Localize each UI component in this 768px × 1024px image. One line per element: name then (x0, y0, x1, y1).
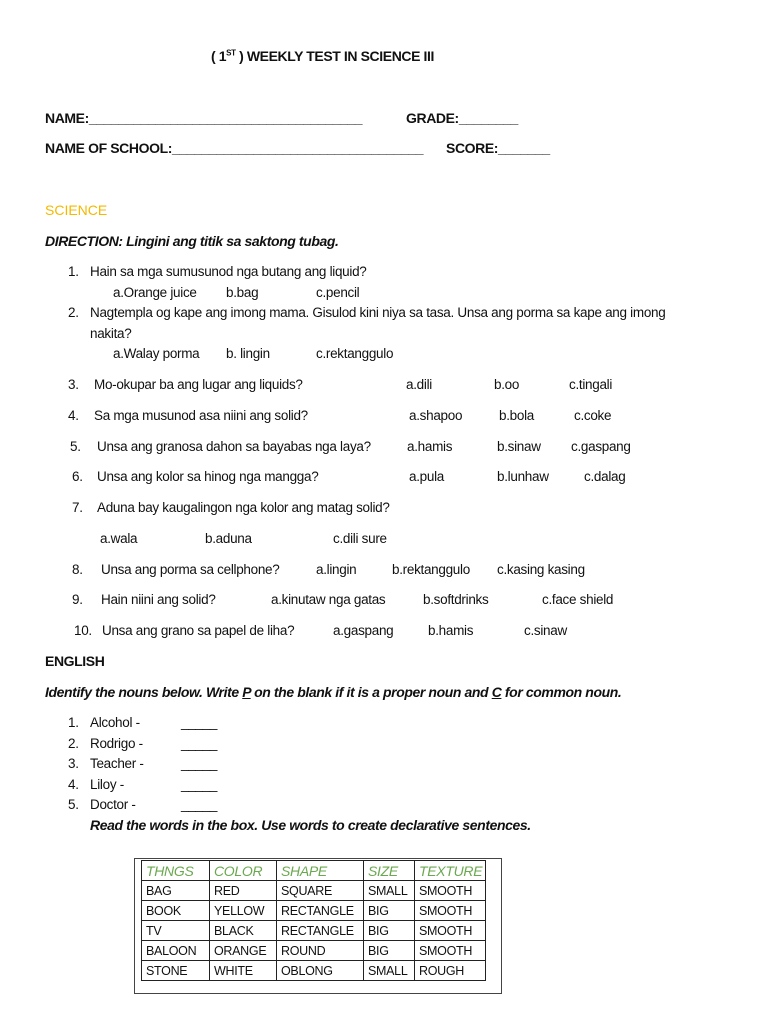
school-field: NAME OF SCHOOL:__________________________________ (45, 140, 424, 156)
table-header-cell: COLOR (210, 861, 277, 881)
table-cell: TV (142, 921, 210, 941)
noun-number: 4. (68, 777, 79, 792)
table-cell: BIG (364, 901, 415, 921)
table-header-cell: TEXTURE (415, 861, 486, 881)
grade-field: GRADE:________ (406, 110, 518, 126)
choice-c: c.coke (574, 408, 612, 423)
table-cell: BALOON (142, 941, 210, 961)
question-text: Aduna bay kaugalingon nga kolor ang matag solid? (97, 500, 390, 515)
noun-number: 2. (68, 736, 79, 751)
score-field: SCORE:_______ (446, 140, 550, 156)
question-number: 5. (70, 439, 81, 454)
choice-b: b.rektanggulo (392, 562, 470, 577)
table-header-cell: THNGS (142, 861, 210, 881)
choice-a: a.dili (406, 377, 432, 392)
choice-c: c.dili sure (333, 531, 387, 546)
table-cell: SMOOTH (415, 921, 486, 941)
table-row (142, 961, 486, 981)
noun-word: Liloy - (90, 777, 124, 792)
question-text: Unsa ang porma sa cellphone? (101, 562, 280, 577)
table-cell: SMOOTH (415, 941, 486, 961)
table-cell: BLACK (210, 921, 277, 941)
english-instruction: Identify the nouns below. Write P on the blank if it is a proper noun and C for common noun. (45, 684, 622, 700)
table-cell: ORANGE (210, 941, 277, 961)
choice-c: c.sinaw (524, 623, 567, 638)
box-instruction: Read the words in the box. Use words to create declarative sentences. (90, 817, 531, 833)
choice-c: c.gaspang (571, 439, 631, 454)
choice-c: c.tingali (569, 377, 613, 392)
question-number: 8. (72, 562, 83, 577)
table-cell: SMOOTH (415, 901, 486, 921)
choice-c: c.pencil (316, 285, 360, 300)
question-number: 10. (74, 623, 92, 638)
choice-b: b. lingin (226, 346, 270, 361)
question-text: Unsa ang granosa dahon sa bayabas nga laya? (97, 439, 371, 454)
table-cell: BOOK (142, 901, 210, 921)
noun-word: Teacher - (90, 756, 144, 771)
noun-word: Doctor - (90, 797, 136, 812)
choice-b: b.aduna (205, 531, 252, 546)
noun-word: Rodrigo - (90, 736, 143, 751)
table-cell: RECTANGLE (277, 921, 364, 941)
choice-b: b.hamis (428, 623, 474, 638)
table-cell: OBLONG (277, 961, 364, 981)
table-row (142, 901, 486, 921)
choice-c: c.face shield (542, 592, 614, 607)
science-direction: DIRECTION: Lingini ang titik sa saktong tubag. (45, 233, 339, 249)
question-text: Hain niini ang solid? (101, 592, 216, 607)
table-row (142, 921, 486, 941)
question-text-continued: nakita? (90, 326, 132, 341)
noun-blank: _____ (181, 777, 218, 792)
page-title: ( 1ST ) WEEKLY TEST IN SCIENCE III (211, 48, 435, 64)
choice-b: b.bag (226, 285, 259, 300)
table-cell: BAG (142, 881, 210, 901)
question-text: Nagtempla og kape ang imong mama. Gisulod kini niya sa tasa. Unsa ang porma sa kape ang imong (90, 305, 666, 320)
table-cell: BIG (364, 921, 415, 941)
english-heading: ENGLISH (45, 653, 105, 669)
table-cell: RECTANGLE (277, 901, 364, 921)
table-header-cell: SHAPE (277, 861, 364, 881)
table-row (142, 881, 486, 901)
question-text: Sa mga musunod asa niini ang solid? (94, 408, 308, 423)
choice-a: a.lingin (316, 562, 357, 577)
noun-blank: _____ (181, 736, 218, 751)
table-header-row (142, 861, 486, 881)
choice-c: c.rektanggulo (316, 346, 394, 361)
table-row (142, 941, 486, 961)
table-cell: RED (210, 881, 277, 901)
table-cell: ROUND (277, 941, 364, 961)
choice-b: b.softdrinks (423, 592, 489, 607)
choice-b: b.bola (499, 408, 534, 423)
question-number: 9. (72, 592, 83, 607)
choice-a: a.pula (409, 469, 444, 484)
question-number: 1. (68, 264, 79, 279)
question-number: 3. (68, 377, 79, 392)
question-text: Unsa ang kolor sa hinog nga mangga? (97, 469, 319, 484)
table-cell: SMALL (364, 881, 415, 901)
choice-a: a.Walay porma (113, 346, 200, 361)
choice-c: c.dalag (584, 469, 626, 484)
question-number: 7. (72, 500, 83, 515)
name-field: NAME:_____________________________________ (45, 110, 363, 126)
choice-a: a.shapoo (409, 408, 463, 423)
science-heading: SCIENCE (45, 202, 108, 218)
choice-a: a.wala (100, 531, 138, 546)
question-number: 4. (68, 408, 79, 423)
table-cell: SMOOTH (415, 881, 486, 901)
choice-a: a.Orange juice (113, 285, 197, 300)
noun-blank: _____ (181, 797, 218, 812)
question-text: Unsa ang grano sa papel de liha? (102, 623, 295, 638)
noun-blank: _____ (181, 756, 218, 771)
table-cell: YELLOW (210, 901, 277, 921)
table-header-cell: SIZE (364, 861, 415, 881)
question-text: Hain sa mga sumusunod nga butang ang liquid? (90, 264, 367, 279)
noun-number: 1. (68, 715, 79, 730)
choice-a: a.hamis (407, 439, 453, 454)
noun-number: 5. (68, 797, 79, 812)
question-number: 2. (68, 305, 79, 320)
choice-b: b.oo (494, 377, 520, 392)
question-text: Mo-okupar ba ang lugar ang liquids? (94, 377, 303, 392)
noun-blank: _____ (181, 715, 218, 730)
table-cell: SQUARE (277, 881, 364, 901)
choice-b: b.lunhaw (497, 469, 549, 484)
table-cell: ROUGH (415, 961, 486, 981)
choice-b: b.sinaw (497, 439, 541, 454)
choice-c: c.kasing kasing (497, 562, 585, 577)
question-number: 6. (72, 469, 83, 484)
table-cell: STONE (142, 961, 210, 981)
noun-word: Alcohol - (90, 715, 140, 730)
choice-a: a.gaspang (333, 623, 394, 638)
table-cell: WHITE (210, 961, 277, 981)
word-table (141, 860, 486, 981)
choice-a: a.kinutaw nga gatas (271, 592, 386, 607)
noun-number: 3. (68, 756, 79, 771)
table-cell: BIG (364, 941, 415, 961)
table-cell: SMALL (364, 961, 415, 981)
